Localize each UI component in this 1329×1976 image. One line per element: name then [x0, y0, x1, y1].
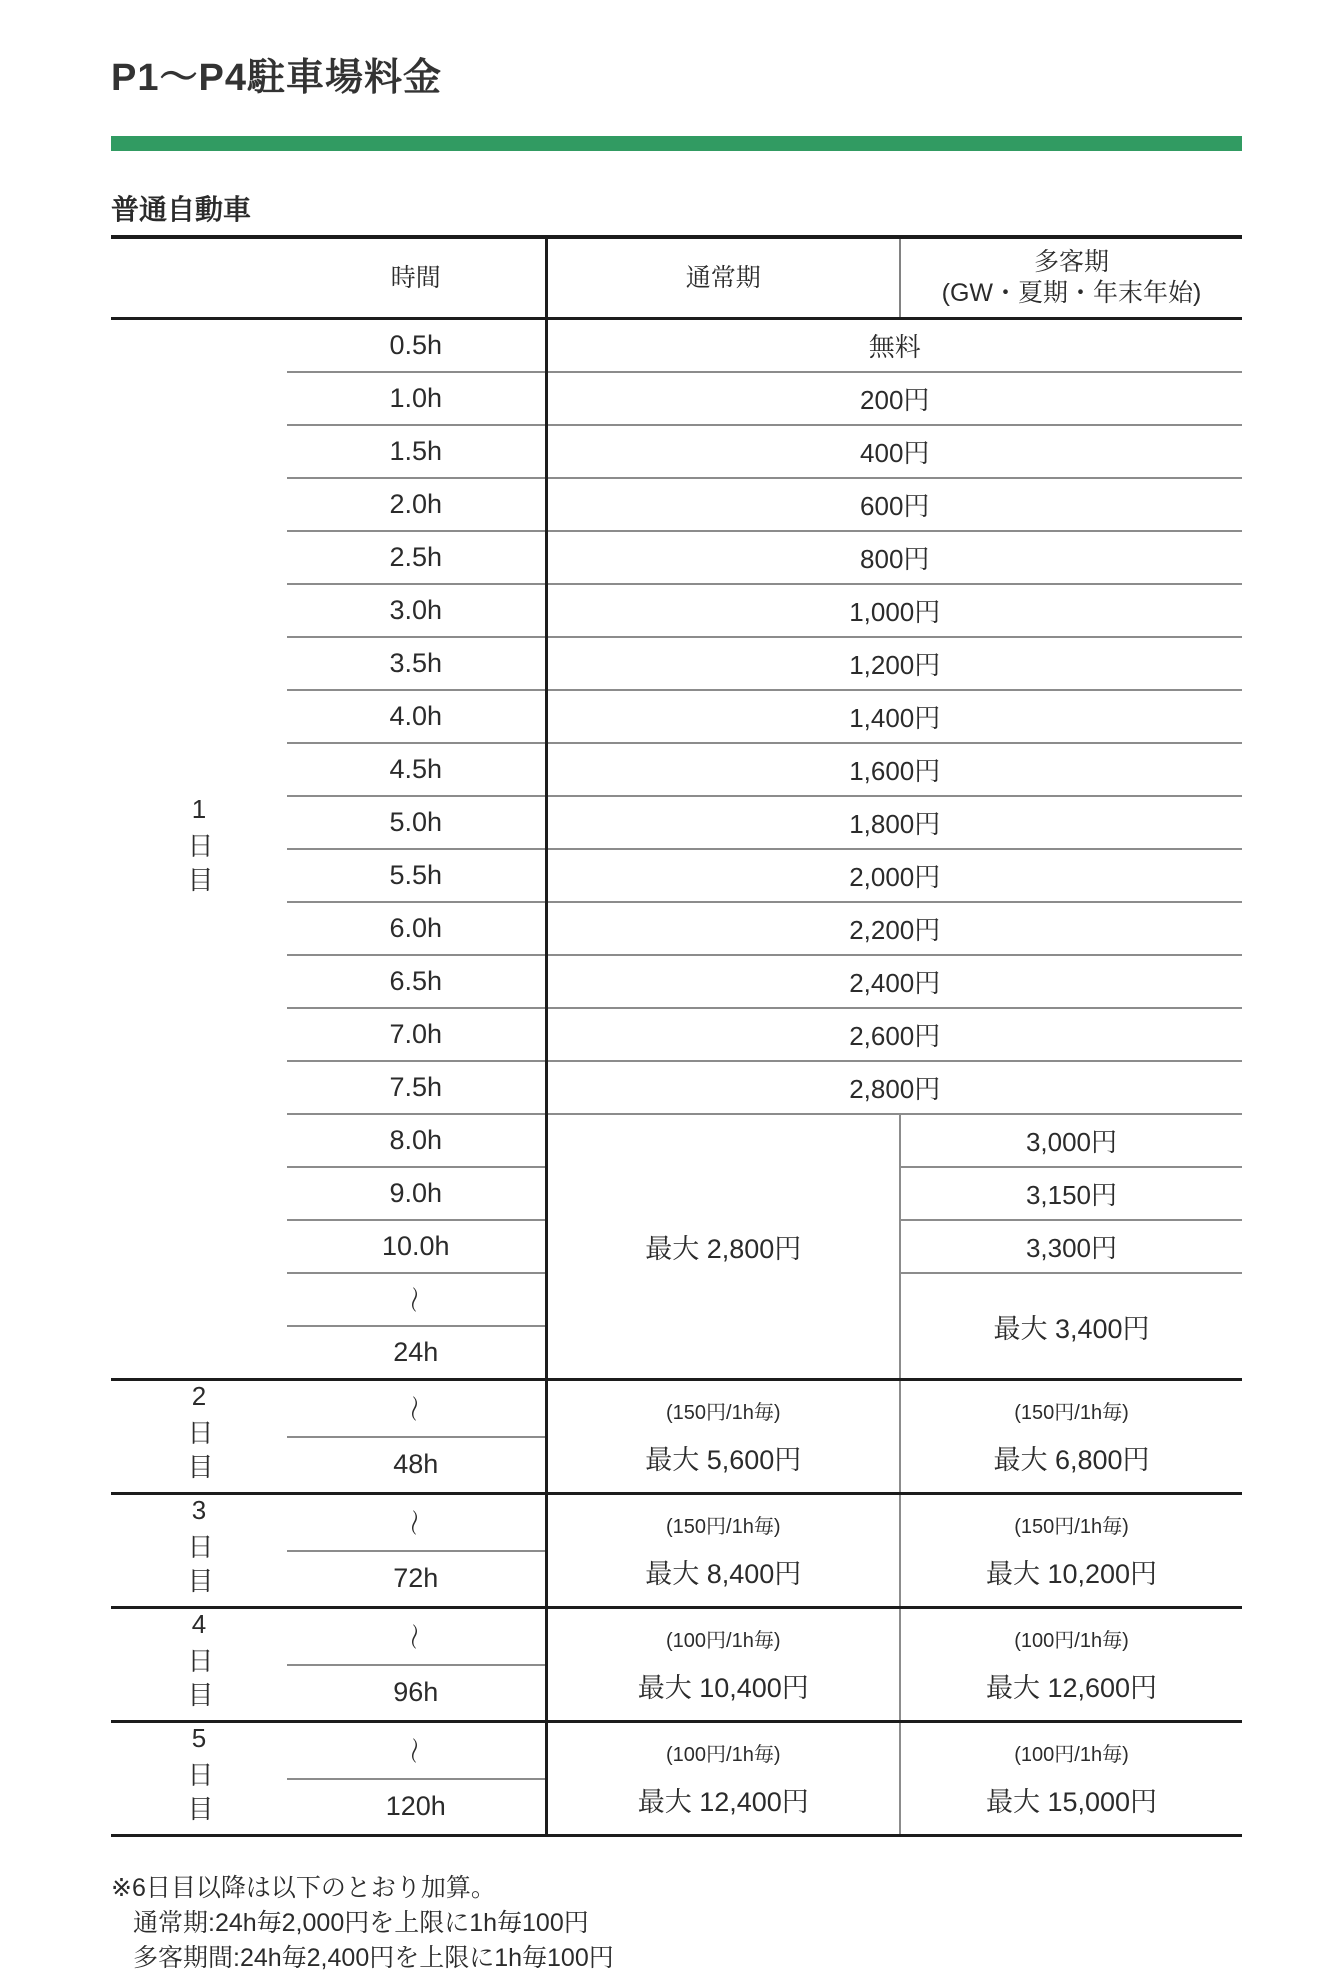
busy-max-value: 最大 12,600円: [985, 1672, 1158, 1703]
normal-max-cell: [546, 1722, 900, 1836]
busy-hourly-rate: (100円/1h毎): [1014, 1743, 1129, 1766]
price-cell: 600円: [546, 478, 1242, 531]
day3-label-text: 3日目: [184, 1495, 214, 1602]
busy-max-cell: [900, 1380, 1242, 1494]
time-cell: 4.0h: [287, 690, 546, 743]
time-cell: 6.5h: [287, 955, 546, 1008]
page-title: P1〜P4駐車場料金: [111, 57, 442, 99]
busy-max-value: 最大 10,200円: [985, 1558, 1158, 1589]
price-cell: 800円: [546, 531, 1242, 584]
time-range-cell: [287, 1494, 546, 1551]
day-label-day3: [111, 1494, 287, 1608]
header-busy-line2: (GW・夏期・年末年始): [941, 279, 1202, 308]
price-cell: 2,800円: [546, 1061, 1242, 1114]
normal-max-cell: [546, 1494, 900, 1608]
price-cell: 1,600円: [546, 743, 1242, 796]
table-row: [111, 1494, 1242, 1551]
normal-max-cell: [546, 1380, 900, 1494]
vehicle-type-heading: 普通自動車: [111, 193, 252, 225]
time-cell: 3.0h: [287, 584, 546, 637]
busy-hourly-rate: (150円/1h毎): [1014, 1401, 1129, 1424]
busy-price-cell: 3,150円: [900, 1167, 1242, 1220]
time-cell: 10.0h: [287, 1220, 546, 1273]
header-busy-season: [900, 237, 1242, 319]
range-tilde: 〜: [398, 1508, 429, 1536]
normal-hourly-rate: (150円/1h毎): [666, 1515, 781, 1538]
normal-max-cell: [546, 1608, 900, 1722]
table-row: [111, 319, 1242, 373]
normal-hourly-rate: (100円/1h毎): [666, 1743, 781, 1766]
time-cell: 3.5h: [287, 637, 546, 690]
busy-price-cell: 3,300円: [900, 1220, 1242, 1273]
price-cell: 1,400円: [546, 690, 1242, 743]
price-cell: 2,000円: [546, 849, 1242, 902]
range-tilde: 〜: [398, 1394, 429, 1422]
time-cell: 72h: [287, 1551, 546, 1608]
busy-max-cell: [900, 1494, 1242, 1608]
time-cell: 24h: [287, 1326, 546, 1380]
range-tilde: 〜: [398, 1622, 429, 1650]
time-range-cell: [287, 1273, 546, 1326]
table-row: [111, 1380, 1242, 1437]
day4-label-text: 4日目: [184, 1609, 214, 1716]
time-cell: 8.0h: [287, 1114, 546, 1167]
price-cell: 無料: [546, 319, 1242, 373]
footnote-line: 通常期:24h毎2,000円を上限に1h毎100円: [133, 1909, 589, 1938]
footnote-line: ※6日目以降は以下のとおり加算。: [111, 1874, 496, 1903]
header-row: [111, 237, 1242, 319]
day1-label-text: 1日目: [184, 793, 214, 900]
normal-max-value: 最大 8,400円: [645, 1558, 802, 1589]
normal-max-value: 最大 5,600円: [645, 1444, 802, 1475]
title-accent-bar: [111, 136, 1242, 151]
time-cell: 96h: [287, 1665, 546, 1722]
normal-max-value: 最大 10,400円: [637, 1672, 809, 1703]
time-cell: 0.5h: [287, 319, 546, 373]
header-busy-line1: 多客期: [1033, 247, 1109, 276]
table-row: [111, 1608, 1242, 1665]
price-cell: 2,600円: [546, 1008, 1242, 1061]
normal-hourly-rate: (100円/1h毎): [666, 1629, 781, 1652]
busy-max-value: 最大 15,000円: [985, 1786, 1158, 1817]
time-cell: 7.5h: [287, 1061, 546, 1114]
day-label-day1: [111, 319, 287, 1380]
time-range-cell: [287, 1608, 546, 1665]
day5-label-text: 5日目: [184, 1723, 214, 1830]
price-cell: 1,800円: [546, 796, 1242, 849]
busy-hourly-rate: (150円/1h毎): [1014, 1515, 1129, 1538]
table-row: [111, 1722, 1242, 1779]
busy-max-value: 最大 6,800円: [993, 1444, 1150, 1475]
normal-max-value: 最大 12,400円: [637, 1786, 809, 1817]
parking-fee-table: [111, 235, 1242, 1837]
normal-hourly-rate: (150円/1h毎): [666, 1401, 781, 1424]
range-tilde: 〜: [398, 1736, 429, 1764]
day-label-day5: [111, 1722, 287, 1836]
footnotes: [111, 1871, 1242, 1976]
time-cell: 5.0h: [287, 796, 546, 849]
time-cell: 2.5h: [287, 531, 546, 584]
day-label-day2: [111, 1380, 287, 1494]
busy-price-cell: 3,000円: [900, 1114, 1242, 1167]
time-cell: 4.5h: [287, 743, 546, 796]
price-cell: 2,200円: [546, 902, 1242, 955]
time-cell: 1.0h: [287, 372, 546, 425]
time-cell: 9.0h: [287, 1167, 546, 1220]
busy-max-cell: 最大 3,400円: [900, 1273, 1242, 1380]
price-cell: 2,400円: [546, 955, 1242, 1008]
time-cell: 48h: [287, 1437, 546, 1494]
footnote-line: 多客期間:24h毎2,400円を上限に1h毎100円: [133, 1944, 614, 1973]
time-cell: 5.5h: [287, 849, 546, 902]
busy-max-cell: [900, 1608, 1242, 1722]
price-cell: 1,200円: [546, 637, 1242, 690]
day2-label-text: 2日目: [184, 1381, 214, 1488]
day-label-day4: [111, 1608, 287, 1722]
time-cell: 120h: [287, 1779, 546, 1836]
time-cell: 6.0h: [287, 902, 546, 955]
time-range-cell: [287, 1380, 546, 1437]
busy-max-cell: [900, 1722, 1242, 1836]
time-cell: 7.0h: [287, 1008, 546, 1061]
busy-hourly-rate: (100円/1h毎): [1014, 1629, 1129, 1652]
price-cell: 400円: [546, 425, 1242, 478]
price-cell: 1,000円: [546, 584, 1242, 637]
time-cell: 1.5h: [287, 425, 546, 478]
header-normal-season: 通常期: [546, 237, 900, 319]
time-range-cell: [287, 1722, 546, 1779]
normal-max-cell: 最大 2,800円: [546, 1114, 900, 1380]
header-day-cell: [111, 237, 287, 319]
price-cell: 200円: [546, 372, 1242, 425]
header-time: 時間: [287, 237, 546, 319]
time-cell: 2.0h: [287, 478, 546, 531]
range-tilde: 〜: [398, 1286, 429, 1314]
